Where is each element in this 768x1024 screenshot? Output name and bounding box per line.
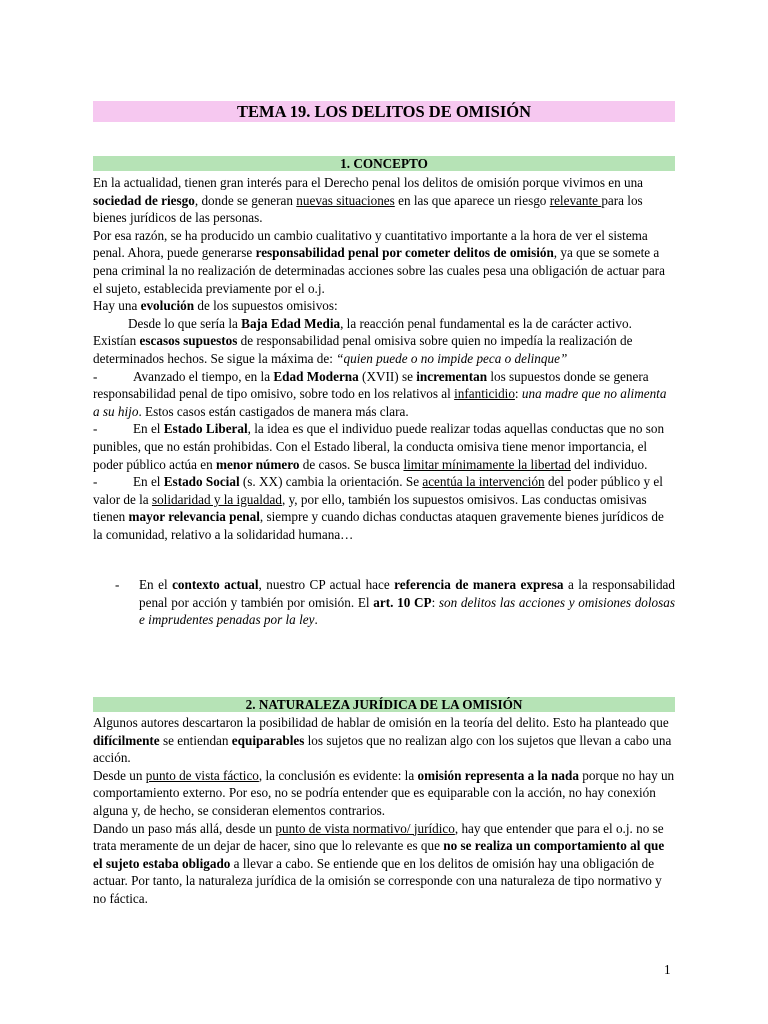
dash-item: - Avanzado el tiempo, en la Edad Moderna (XVII) se incrementan los supuestos donde se genera responsabilidad penal de tipo omisivo, sobre todo en los relativos al infanticidio: una madre que no alimenta a su hijo. Estos casos están castigados de manera más clara. (93, 368, 667, 419)
section-heading-naturaleza: 2. NATURALEZA JURÍDICA DE LA OMISIÓN (93, 697, 675, 712)
paragraph: Existían escasos supuestos de responsabilidad penal omisiva sobre quien no impedía la realización de determinados hechos. Se sigue la máxima de: “quien puede o no impide peca o delinque” (93, 333, 633, 366)
dash-item: - En el Estado Social (s. XX) cambia la orientación. Se acentúa la intervención del poder público y el valor de la solidaridad y la igualdad, y, por ello, también los supuestos omisivos. Las conductas omisivas tienen mayor relevancia penal, siempre y cuando dichas conductas ataquen gravemente bienes jurídicos de la comunidad, relativo a la solidaridad humana… (93, 474, 664, 542)
paragraph: Desde un punto de vista fáctico, la conclusión es evidente: la omisión representa a la nada porque no hay un comportamiento externo. Por eso, no se podría entender que es equiparable con la acción, no hay conexión alguna y, de hecho, se consideran elementos contrarios. (93, 767, 675, 818)
section-naturaleza-body (93, 714, 675, 908)
paragraph: Dando un paso más allá, desde un punto de vista normativo/ jurídico, hay que entender que para el o.j. no se trata meramente de un dejar de hacer, sino que lo relevante es que no se realiza un comportamiento al que el sujeto estaba obligado a llevar a cabo. Se entiende que en los delitos de omisión hay una obligación de actuar. Por tanto, la naturaleza jurídica de la omisión se corresponde con una naturaleza de tipo normativo y no fáctica. (93, 820, 665, 906)
paragraph: Desde lo que sería la Baja Edad Media, la reacción penal fundamental es la de carácter activo. (128, 315, 632, 331)
dash-item: - En el Estado Liberal, la idea es que el individuo puede realizar todas aquellas conductas que no son punibles, que no están prohibidas. Con el Estado liberal, la conducta omisiva tiene menor importancia, el poder público actúa en menor número de casos. Se busca limitar mínimamente la libertad del individuo. (93, 421, 665, 472)
page-number: 1 (664, 962, 671, 977)
paragraph: Algunos autores descartaron la posibilidad de hablar de omisión en la teoría del delito. Esto ha planteado que difícilmente se entiendan equiparables los sujetos que no realizan algo con los sujetos que llevan a cabo una acción. (93, 715, 672, 766)
section-concepto-body (93, 174, 675, 543)
paragraph: Por esa razón, se ha producido un cambio cualitativo y cuantitativo importante a la hora de ver el sistema penal. Ahora, puede generarse responsabilidad penal por cometer delitos de omisión, ya que se somete a pena criminal la no realización de determinadas acciones sobre las cuales pesa una obligación de actuar para el sujeto, establecida previamente por el o.j. (93, 227, 665, 296)
document-title: TEMA 19. LOS DELITOS DE OMISIÓN (93, 101, 675, 122)
section-heading-concepto: 1. CONCEPTO (93, 156, 675, 171)
paragraph: En la actualidad, tienen gran interés para el Derecho penal los delitos de omisión porque vivimos en una sociedad de riesgo, donde se generan nuevas situaciones en las que aparece un riesgo relevante para los bienes jurídicos de las personas. (93, 175, 644, 226)
bullet-item: - En el contexto actual, nuestro CP actual hace referencia de manera expresa a la responsabilidad penal por acción y también por omisión. El art. 10 CP: son delitos las acciones y omisiones dolosas e imprudentes penadas por la ley. (115, 577, 675, 628)
paragraph: Hay una evolución de los supuestos omisivos: (93, 298, 338, 314)
